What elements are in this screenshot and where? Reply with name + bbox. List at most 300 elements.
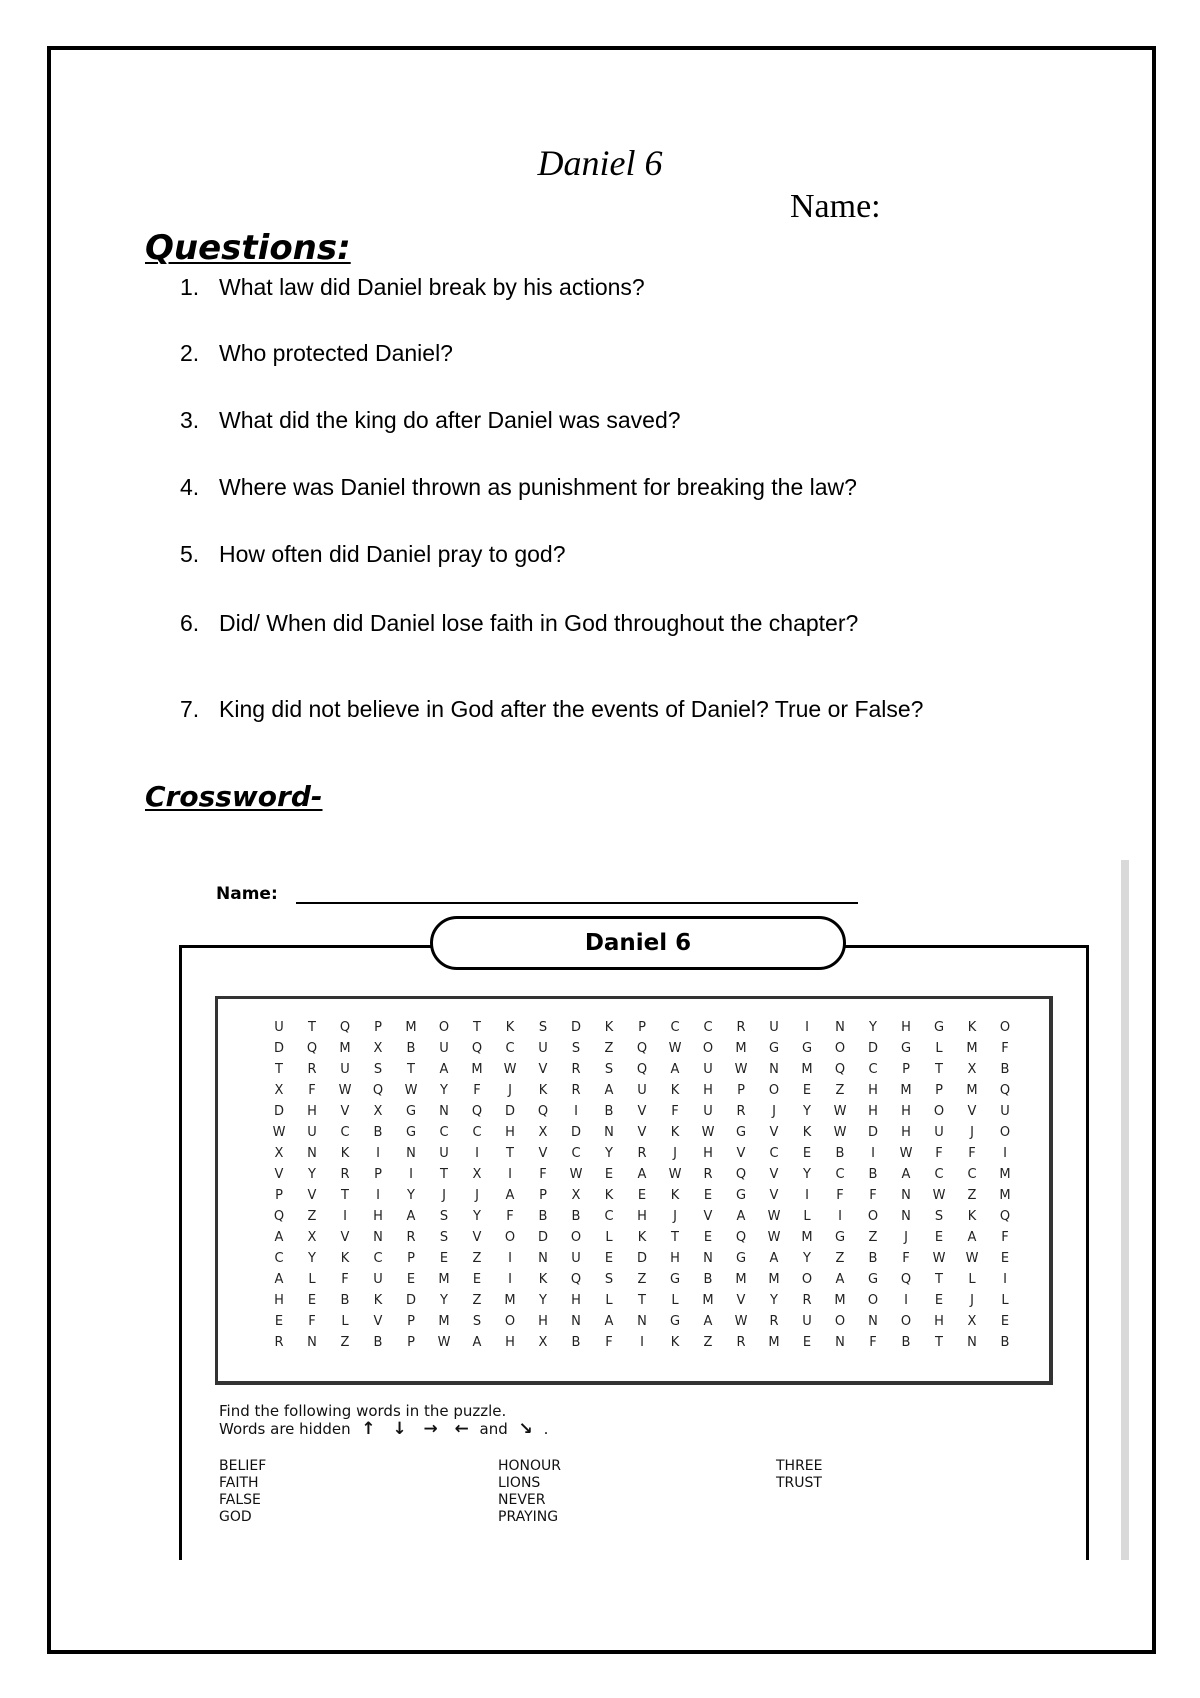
grid-letter: M: [504, 1293, 516, 1308]
grid-letter: M: [966, 1041, 978, 1056]
grid-letter: I: [508, 1167, 512, 1182]
puzzle-frame-top-left: [179, 945, 431, 948]
grid-letter: E: [274, 1314, 284, 1329]
grid-letter: I: [376, 1146, 380, 1161]
questions-heading: Questions:: [145, 228, 351, 268]
grid-letter: V: [340, 1230, 350, 1245]
grid-letter: C: [769, 1146, 779, 1161]
grid-letter: U: [307, 1125, 317, 1140]
grid-letter: P: [935, 1083, 943, 1098]
question-item: [180, 474, 857, 501]
grid-letter: F: [1001, 1041, 1009, 1056]
grid-letter: C: [670, 1020, 680, 1035]
puzzle-frame-left: [179, 945, 182, 1560]
grid-letter: J: [772, 1104, 776, 1119]
grid-letter: D: [273, 1104, 284, 1119]
grid-letter: T: [440, 1167, 448, 1182]
question-text: Who protected Daniel?: [219, 340, 453, 366]
grid-letter: V: [373, 1314, 383, 1329]
grid-letter: V: [703, 1209, 713, 1224]
grid-letter: E: [439, 1251, 449, 1266]
grid-letter: T: [473, 1020, 481, 1035]
grid-letter: G: [834, 1230, 846, 1245]
grid-letter: M: [339, 1041, 351, 1056]
grid-letter: P: [539, 1188, 547, 1203]
grid-letter: O: [768, 1083, 780, 1098]
grid-letter: F: [902, 1251, 910, 1266]
grid-letter: C: [274, 1251, 284, 1266]
word-item: TRUST: [776, 1475, 822, 1491]
question-item: [180, 696, 923, 723]
grid-letter: A: [703, 1314, 713, 1329]
grid-letter: H: [307, 1104, 317, 1119]
grid-letter: V: [340, 1104, 350, 1119]
grid-letter: T: [308, 1020, 316, 1035]
grid-letter: G: [735, 1188, 747, 1203]
grid-letter: G: [867, 1272, 879, 1287]
grid-letter: A: [901, 1167, 911, 1182]
question-number: 6.: [180, 610, 200, 636]
grid-letter: O: [801, 1272, 813, 1287]
grid-letter: V: [274, 1167, 284, 1182]
question-text: How often did Daniel pray to god?: [219, 541, 566, 567]
grid-letter: K: [538, 1083, 548, 1098]
grid-letter: A: [670, 1062, 680, 1077]
grid-letter: D: [867, 1125, 878, 1140]
grid-letter: A: [835, 1272, 845, 1287]
grid-letter: P: [374, 1020, 382, 1035]
grid-letter: W: [569, 1167, 583, 1182]
grid-letter: F: [308, 1083, 316, 1098]
grid-letter: D: [537, 1230, 548, 1245]
grid-letter: T: [671, 1230, 679, 1245]
grid-letter: X: [967, 1062, 977, 1077]
grid-row: [269, 1017, 1015, 1038]
grid-letter: O: [834, 1041, 846, 1056]
grid-letter: N: [901, 1209, 911, 1224]
grid-letter: F: [341, 1272, 349, 1287]
word-search-puzzle: [160, 860, 1120, 1560]
grid-letter: S: [439, 1209, 449, 1224]
grid-letter: F: [473, 1083, 481, 1098]
grid-letter: A: [472, 1335, 482, 1350]
word-item: BELIEF: [219, 1458, 267, 1474]
grid-letter: B: [901, 1335, 911, 1350]
question-number: 3.: [180, 407, 200, 433]
grid-letter: P: [902, 1062, 910, 1077]
grid-letter: C: [967, 1167, 977, 1182]
grid-letter: H: [571, 1293, 581, 1308]
grid-letter: Y: [308, 1167, 316, 1182]
grid-letter: R: [571, 1062, 581, 1077]
grid-letter: U: [439, 1041, 449, 1056]
arrow-up-icon: ↑: [361, 1419, 376, 1439]
grid-row: [269, 1101, 1015, 1122]
grid-letter: M: [999, 1167, 1011, 1182]
grid-letter: X: [538, 1335, 548, 1350]
grid-letter: L: [968, 1272, 976, 1287]
grid-letter: K: [670, 1335, 680, 1350]
grid-letter: P: [275, 1188, 283, 1203]
grid-letter: I: [475, 1146, 479, 1161]
grid-letter: T: [341, 1188, 349, 1203]
question-text: What did the king do after Daniel was saved?: [219, 407, 681, 433]
grid-letter: N: [307, 1146, 317, 1161]
question-item: [180, 407, 681, 434]
grid-letter: G: [735, 1251, 747, 1266]
grid-letter: C: [373, 1251, 383, 1266]
grid-letter: Z: [604, 1041, 614, 1056]
grid-letter: Z: [307, 1209, 317, 1224]
grid-letter: O: [702, 1041, 714, 1056]
word-item: NEVER: [498, 1492, 546, 1508]
grid-letter: N: [769, 1062, 779, 1077]
question-text: King did not believe in God after the events of Daniel? True or False?: [219, 696, 924, 722]
grid-letter: J: [904, 1230, 908, 1245]
grid-letter: W: [965, 1251, 979, 1266]
grid-letter: I: [574, 1104, 578, 1119]
grid-letter: A: [769, 1251, 779, 1266]
question-item: [180, 610, 858, 637]
arrow-down-icon: ↓: [392, 1419, 407, 1439]
grid-letter: I: [376, 1188, 380, 1203]
grid-letter: Y: [440, 1293, 448, 1308]
grid-letter: Q: [372, 1083, 384, 1098]
grid-letter: Z: [835, 1083, 845, 1098]
grid-letter: W: [932, 1188, 946, 1203]
grid-letter: N: [307, 1335, 317, 1350]
grid-letter: J: [970, 1293, 974, 1308]
grid-letter: S: [538, 1020, 548, 1035]
grid-letter: K: [670, 1083, 680, 1098]
arrow-left-icon: ←: [454, 1419, 469, 1439]
grid-letter: H: [538, 1314, 548, 1329]
grid-letter: F: [308, 1314, 316, 1329]
question-number: 4.: [180, 474, 200, 500]
grid-letter: L: [935, 1041, 943, 1056]
grid-letter: I: [1003, 1272, 1007, 1287]
grid-letter: E: [307, 1293, 317, 1308]
grid-letter: D: [504, 1104, 515, 1119]
grid-row: [269, 1332, 1015, 1353]
grid-letter: E: [802, 1146, 812, 1161]
grid-letter: U: [538, 1041, 548, 1056]
grid-letter: K: [538, 1272, 548, 1287]
puzzle-name-line: [296, 902, 858, 904]
instruction-line-1: Find the following words in the puzzle.: [219, 1402, 507, 1420]
grid-letter: Y: [407, 1188, 415, 1203]
grid-letter: K: [637, 1230, 647, 1245]
grid-letter: N: [703, 1251, 713, 1266]
grid-letter: P: [638, 1020, 646, 1035]
grid-letter: W: [767, 1209, 781, 1224]
grid-letter: G: [669, 1272, 681, 1287]
grid-letter: N: [538, 1251, 548, 1266]
grid-letter: Y: [869, 1020, 877, 1035]
grid-letter: Y: [308, 1251, 316, 1266]
grid-letter: E: [934, 1230, 944, 1245]
grid-letter: B: [604, 1104, 614, 1119]
grid-row: [269, 1290, 1015, 1311]
grid-letter: Z: [703, 1335, 713, 1350]
grid-letter: Q: [537, 1104, 549, 1119]
grid-letter: Y: [770, 1293, 778, 1308]
grid-letter: T: [275, 1062, 283, 1077]
grid-letter: C: [604, 1209, 614, 1224]
grid-letter: R: [802, 1293, 812, 1308]
grid-row: [269, 1185, 1015, 1206]
grid-letter: G: [735, 1125, 747, 1140]
instruction-prefix: Words are hidden: [219, 1420, 351, 1438]
word-item: THREE: [776, 1458, 823, 1474]
grid-letter: D: [867, 1041, 878, 1056]
grid-letter: N: [604, 1125, 614, 1140]
grid-letter: I: [508, 1272, 512, 1287]
grid-letter: L: [1001, 1293, 1009, 1308]
grid-letter: E: [934, 1293, 944, 1308]
grid-letter: T: [935, 1335, 943, 1350]
grid-letter: O: [933, 1104, 945, 1119]
grid-row: [269, 1248, 1015, 1269]
grid-letter: C: [934, 1167, 944, 1182]
grid-letter: S: [439, 1230, 449, 1245]
grid-letter: Z: [472, 1293, 482, 1308]
grid-letter: M: [438, 1272, 450, 1287]
grid-letter: J: [673, 1209, 677, 1224]
grid-letter: E: [604, 1251, 614, 1266]
grid-letter: Q: [834, 1062, 846, 1077]
grid-letter: F: [1001, 1230, 1009, 1245]
grid-letter: B: [373, 1335, 383, 1350]
grid-letter: H: [670, 1251, 680, 1266]
grid-letter: Q: [735, 1167, 747, 1182]
grid-letter: K: [373, 1293, 383, 1308]
grid-letter: P: [374, 1167, 382, 1182]
question-item: [180, 274, 645, 301]
grid-letter: K: [967, 1209, 977, 1224]
grid-letter: U: [769, 1020, 779, 1035]
grid-letter: Z: [967, 1188, 977, 1203]
grid-letter: Y: [539, 1293, 547, 1308]
grid-letter: M: [801, 1230, 813, 1245]
grid-letter: F: [869, 1335, 877, 1350]
grid-letter: M: [801, 1062, 813, 1077]
grid-letter: Y: [803, 1104, 811, 1119]
crossword-heading: Crossword-: [145, 780, 323, 813]
puzzle-frame-right: [1086, 945, 1089, 1560]
word-list-column-1: [219, 1458, 266, 1526]
letter-grid-box: [215, 996, 1053, 1385]
grid-letter: V: [736, 1293, 746, 1308]
grid-letter: W: [701, 1125, 715, 1140]
grid-letter: I: [838, 1209, 842, 1224]
grid-letter: Q: [306, 1041, 318, 1056]
grid-letter: K: [670, 1125, 680, 1140]
grid-letter: C: [472, 1125, 482, 1140]
grid-letter: J: [475, 1188, 479, 1203]
grid-letter: P: [737, 1083, 745, 1098]
grid-letter: F: [935, 1146, 943, 1161]
grid-row: [269, 1269, 1015, 1290]
grid-letter: B: [868, 1251, 878, 1266]
puzzle-title: Daniel 6: [430, 916, 846, 970]
grid-letter: U: [637, 1083, 647, 1098]
grid-row: [269, 1143, 1015, 1164]
grid-letter: N: [571, 1314, 581, 1329]
grid-letter: J: [508, 1083, 512, 1098]
word-list-column-2: [498, 1458, 561, 1526]
grid-letter: M: [702, 1293, 714, 1308]
grid-letter: U: [934, 1125, 944, 1140]
grid-letter: G: [669, 1314, 681, 1329]
grid-letter: A: [439, 1062, 449, 1077]
grid-letter: M: [405, 1020, 417, 1035]
grid-letter: M: [438, 1314, 450, 1329]
grid-letter: H: [901, 1125, 911, 1140]
grid-letter: S: [604, 1062, 614, 1077]
page-title: Daniel 6: [537, 143, 663, 183]
grid-letter: L: [341, 1314, 349, 1329]
grid-letter: B: [571, 1335, 581, 1350]
grid-letter: B: [571, 1209, 581, 1224]
grid-letter: O: [900, 1314, 912, 1329]
grid-letter: W: [833, 1125, 847, 1140]
grid-letter: X: [373, 1104, 383, 1119]
grid-letter: W: [668, 1167, 682, 1182]
grid-letter: O: [867, 1209, 879, 1224]
grid-letter: M: [735, 1041, 747, 1056]
grid-letter: R: [769, 1314, 779, 1329]
grid-letter: Z: [637, 1272, 647, 1287]
grid-row: [269, 1164, 1015, 1185]
word-item: FAITH: [219, 1475, 259, 1491]
grid-letter: A: [274, 1230, 284, 1245]
grid-row: [269, 1122, 1015, 1143]
grid-letter: U: [340, 1062, 350, 1077]
letter-grid: [269, 1017, 1015, 1353]
question-number: 2.: [180, 340, 200, 366]
word-item: HONOUR: [498, 1458, 562, 1474]
grid-letter: T: [407, 1062, 415, 1077]
grid-letter: V: [736, 1146, 746, 1161]
name-label: Name:: [790, 188, 881, 225]
instruction-and: and: [479, 1420, 508, 1438]
grid-letter: V: [307, 1188, 317, 1203]
grid-letter: R: [736, 1335, 746, 1350]
grid-letter: G: [405, 1125, 417, 1140]
grid-letter: H: [505, 1125, 515, 1140]
grid-letter: Q: [570, 1272, 582, 1287]
grid-letter: H: [901, 1020, 911, 1035]
grid-row: [269, 1038, 1015, 1059]
grid-letter: K: [604, 1188, 614, 1203]
grid-letter: F: [671, 1104, 679, 1119]
grid-letter: E: [406, 1272, 416, 1287]
grid-letter: E: [703, 1188, 713, 1203]
grid-letter: S: [604, 1272, 614, 1287]
question-text: Where was Daniel thrown as punishment for breaking the law?: [219, 474, 857, 500]
grid-letter: N: [406, 1146, 416, 1161]
grid-letter: H: [373, 1209, 383, 1224]
grid-letter: G: [900, 1041, 912, 1056]
grid-letter: N: [439, 1104, 449, 1119]
grid-letter: H: [505, 1335, 515, 1350]
grid-letter: Q: [273, 1209, 285, 1224]
grid-letter: Y: [803, 1251, 811, 1266]
grid-letter: V: [472, 1230, 482, 1245]
grid-letter: H: [703, 1083, 713, 1098]
grid-letter: U: [1000, 1104, 1010, 1119]
grid-letter: F: [605, 1335, 613, 1350]
grid-letter: N: [901, 1188, 911, 1203]
grid-letter: J: [673, 1146, 677, 1161]
grid-letter: X: [307, 1230, 317, 1245]
grid-letter: P: [407, 1251, 415, 1266]
grid-letter: B: [868, 1167, 878, 1182]
grid-letter: G: [768, 1041, 780, 1056]
grid-letter: L: [605, 1293, 613, 1308]
grid-letter: X: [472, 1167, 482, 1182]
grid-letter: D: [273, 1041, 284, 1056]
instruction-line-2: [219, 1420, 548, 1438]
grid-letter: T: [935, 1272, 943, 1287]
grid-letter: M: [735, 1272, 747, 1287]
grid-letter: M: [966, 1083, 978, 1098]
grid-letter: X: [373, 1041, 383, 1056]
grid-letter: N: [967, 1335, 977, 1350]
grid-letter: F: [539, 1167, 547, 1182]
grid-letter: N: [637, 1314, 647, 1329]
grid-letter: L: [308, 1272, 316, 1287]
grid-letter: U: [571, 1251, 581, 1266]
grid-letter: Y: [803, 1167, 811, 1182]
grid-letter: X: [274, 1146, 284, 1161]
grid-letter: K: [340, 1251, 350, 1266]
grid-letter: L: [605, 1230, 613, 1245]
grid-letter: O: [570, 1230, 582, 1245]
grid-letter: I: [805, 1188, 809, 1203]
grid-letter: M: [471, 1062, 483, 1077]
grid-letter: K: [505, 1020, 515, 1035]
grid-letter: V: [538, 1146, 548, 1161]
grid-letter: W: [734, 1314, 748, 1329]
grid-letter: M: [900, 1083, 912, 1098]
grid-letter: S: [472, 1314, 482, 1329]
grid-letter: E: [802, 1335, 812, 1350]
puzzle-name-label: Name:: [216, 884, 278, 904]
grid-letter: V: [769, 1125, 779, 1140]
grid-letter: V: [637, 1125, 647, 1140]
grid-row: [269, 1059, 1015, 1080]
grid-letter: G: [933, 1020, 945, 1035]
grid-letter: X: [967, 1314, 977, 1329]
grid-letter: X: [538, 1125, 548, 1140]
grid-letter: O: [504, 1230, 516, 1245]
grid-letter: B: [1000, 1062, 1010, 1077]
grid-letter: R: [571, 1083, 581, 1098]
grid-letter: C: [868, 1062, 878, 1077]
grid-letter: R: [736, 1104, 746, 1119]
grid-letter: D: [636, 1251, 647, 1266]
grid-letter: V: [769, 1167, 779, 1182]
grid-letter: I: [904, 1293, 908, 1308]
grid-letter: V: [538, 1062, 548, 1077]
grid-letter: Z: [835, 1251, 845, 1266]
grid-letter: S: [373, 1062, 383, 1077]
grid-letter: M: [768, 1335, 780, 1350]
word-item: PRAYING: [498, 1509, 559, 1525]
grid-letter: W: [668, 1041, 682, 1056]
